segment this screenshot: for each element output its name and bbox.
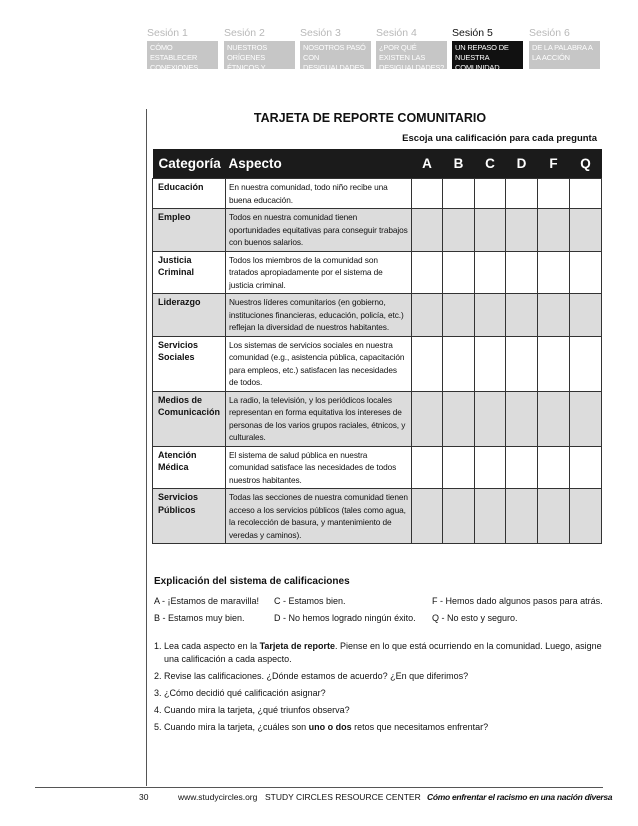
footer-book-title: Cómo enfrentar el racismo en una nación diversa xyxy=(427,792,613,802)
session-desc: UN REPASO DE NUESTRA COMUNIDAD xyxy=(452,41,523,69)
row-aspect: Todos en nuestra comunidad tienen oportunidades equitativas para conseguir trabajos con buenos salarios. xyxy=(226,209,412,252)
legend-q: Q - No esto y seguro. xyxy=(432,613,518,623)
row-aspect: Nuestros líderes comunitarios (en gobierno, instituciones financieras, educación, policía, etc.) reflejan la diversidad de nuestros habitantes. xyxy=(226,294,412,337)
session-desc: DE LA PALABRA A LA ACCIÓN xyxy=(529,41,600,69)
footer-rule xyxy=(35,787,603,788)
session-desc: CÓMO ESTABLECER CONEXIONES xyxy=(147,41,218,69)
table-row xyxy=(153,489,602,544)
grade-cell xyxy=(538,336,570,391)
grade-cell xyxy=(506,336,538,391)
header-grade-b: B xyxy=(443,149,475,179)
report-card-table xyxy=(152,149,602,544)
session-tab-3 xyxy=(300,26,371,72)
footer-url: www.studycircles.org xyxy=(178,792,258,802)
session-desc: ¿POR QUÉ EXISTEN LAS DESIGUALDADES? xyxy=(376,41,447,69)
grade-cell xyxy=(538,251,570,294)
question-1 xyxy=(154,640,604,666)
grade-cell xyxy=(412,391,443,446)
grade-cell xyxy=(412,294,443,337)
question-5 xyxy=(154,721,594,734)
session-name: Sesión 1 xyxy=(147,27,188,39)
card-title: TARJETA DE REPORTE COMUNITARIO xyxy=(253,111,487,125)
grade-cell xyxy=(412,251,443,294)
grade-cell xyxy=(443,294,475,337)
grade-cell xyxy=(475,294,506,337)
table-row xyxy=(153,446,602,489)
grade-cell xyxy=(443,489,475,544)
session-tab-5 xyxy=(452,26,523,72)
row-aspect: El sistema de salud pública en nuestra comunidad satisface las necesidades de todos nuestros habitantes. xyxy=(226,446,412,489)
header-grade-q: Q xyxy=(570,149,602,179)
row-category: Educación xyxy=(153,179,226,209)
question-4: 4. Cuando mira la tarjeta, ¿qué triunfos observa? xyxy=(154,705,350,715)
grade-cell xyxy=(570,294,602,337)
grade-cell xyxy=(506,209,538,252)
header-grade-f: F xyxy=(538,149,570,179)
grade-cell xyxy=(412,446,443,489)
session-name: Sesión 6 xyxy=(529,27,570,39)
session-desc: NUESTROS ORÍGENES ÉTNICOS Y RACIALES xyxy=(224,41,295,69)
question-1-post: . Piense en lo que está ocurriendo en la comunidad. Luego, asigne una calificación a cada aspecto. xyxy=(164,641,602,664)
row-category: Servicios Sociales xyxy=(153,336,226,391)
table-row xyxy=(153,251,602,294)
grade-cell xyxy=(570,336,602,391)
header-grade-d: D xyxy=(506,149,538,179)
grade-cell xyxy=(443,391,475,446)
question-5-pre: 5. Cuando mira la tarjeta, ¿cuáles son xyxy=(154,722,309,732)
table-row xyxy=(153,336,602,391)
grade-cell xyxy=(570,489,602,544)
row-category: Liderazgo xyxy=(153,294,226,337)
question-2: 2. Revise las calificaciones. ¿Dónde estamos de acuerdo? ¿En que diferimos? xyxy=(154,671,469,681)
session-desc: NOSOTROS PASÓ CON DESIGUALDADES xyxy=(300,41,371,69)
grade-cell xyxy=(506,489,538,544)
grade-cell xyxy=(570,251,602,294)
legend-d: D - No hemos logrado ningún éxito. xyxy=(274,613,416,623)
row-category: Justicia Criminal xyxy=(153,251,226,294)
grade-cell xyxy=(475,489,506,544)
row-aspect: Todas las secciones de nuestra comunidad tienen acceso a los servicios públicos (tales como agua, la recolección de basura, y mantenimiento de veredas y caminos). xyxy=(226,489,412,544)
question-3: 3. ¿Cómo decidió qué calificación asignar? xyxy=(154,688,326,698)
session-name: Sesión 4 xyxy=(376,27,417,39)
grade-cell xyxy=(570,446,602,489)
grade-cell xyxy=(475,209,506,252)
grade-cell xyxy=(475,179,506,209)
row-category: Servicios Públicos xyxy=(153,489,226,544)
grade-cell xyxy=(475,446,506,489)
grade-cell xyxy=(443,179,475,209)
grade-cell xyxy=(412,209,443,252)
grade-cell xyxy=(475,251,506,294)
question-1-pre: 1. Lea cada aspecto en la xyxy=(154,641,260,651)
session-tab-4 xyxy=(376,26,447,72)
session-name: Sesión 5 xyxy=(452,27,493,39)
grade-cell xyxy=(538,489,570,544)
grade-cell xyxy=(475,391,506,446)
legend-c: C - Estamos bien. xyxy=(274,596,346,606)
table-header xyxy=(153,149,602,179)
grade-cell xyxy=(538,294,570,337)
table-row xyxy=(153,209,602,252)
grade-cell xyxy=(443,446,475,489)
session-name: Sesión 3 xyxy=(300,27,341,39)
grade-cell xyxy=(506,251,538,294)
footer-org: STUDY CIRCLES RESOURCE CENTER xyxy=(265,792,421,802)
session-tab-2 xyxy=(224,26,295,82)
session-tab-1 xyxy=(147,26,218,72)
grade-cell xyxy=(443,209,475,252)
grade-cell xyxy=(506,446,538,489)
card-subtitle: Escoja una calificación para cada pregunta xyxy=(402,133,597,144)
grade-cell xyxy=(538,391,570,446)
margin-rule xyxy=(146,109,147,786)
explanation-title: Explicación del sistema de calificaciones xyxy=(154,576,350,587)
header-grade-c: C xyxy=(475,149,506,179)
grade-cell xyxy=(538,179,570,209)
table-row xyxy=(153,391,602,446)
table-row xyxy=(153,294,602,337)
header-grade-a: A xyxy=(412,149,443,179)
grade-cell xyxy=(443,251,475,294)
table-row xyxy=(153,179,602,209)
question-5-bold: uno o dos xyxy=(308,722,352,732)
session-name: Sesión 2 xyxy=(224,27,265,39)
grade-cell xyxy=(506,391,538,446)
question-1-bold: Tarjeta de reporte xyxy=(259,641,335,651)
legend-f: F - Hemos dado algunos pasos para atrás. xyxy=(432,596,603,606)
grade-cell xyxy=(538,446,570,489)
row-aspect: La radio, la televisión, y los periódicos locales representan en forma equitativa los intereses de personas de los varios grupos raciales, étnicos, y culturales. xyxy=(226,391,412,446)
grade-cell xyxy=(506,294,538,337)
grade-cell xyxy=(506,179,538,209)
row-aspect: Los sistemas de servicios sociales en nuestra comunidad (e.g., asistencia pública, capacitación para empleos, etc.) satisfacen las necesidades de todos. xyxy=(226,336,412,391)
grade-cell xyxy=(538,209,570,252)
grade-cell xyxy=(570,179,602,209)
row-category: Atención Médica xyxy=(153,446,226,489)
grade-cell xyxy=(570,209,602,252)
question-5-post: retos que necesitamos enfrentar? xyxy=(351,722,489,732)
row-category: Medios de Comunicación xyxy=(153,391,226,446)
row-aspect: En nuestra comunidad, todo niño recibe una buena educación. xyxy=(226,179,412,209)
row-aspect: Todos los miembros de la comunidad son tratados apropiadamente por el sistema de justicia criminal. xyxy=(226,251,412,294)
session-tab-6 xyxy=(529,26,600,69)
grade-cell xyxy=(475,336,506,391)
grade-cell xyxy=(412,336,443,391)
page-number: 30 xyxy=(139,792,149,802)
legend-b: B - Estamos muy bien. xyxy=(154,613,245,623)
header-aspect: Aspecto xyxy=(226,149,412,179)
grade-cell xyxy=(412,489,443,544)
header-category: Categoría xyxy=(153,149,226,179)
legend-a: A - ¡Estamos de maravilla! xyxy=(154,596,260,606)
grade-cell xyxy=(570,391,602,446)
row-category: Empleo xyxy=(153,209,226,252)
grade-cell xyxy=(443,336,475,391)
grade-cell xyxy=(412,179,443,209)
